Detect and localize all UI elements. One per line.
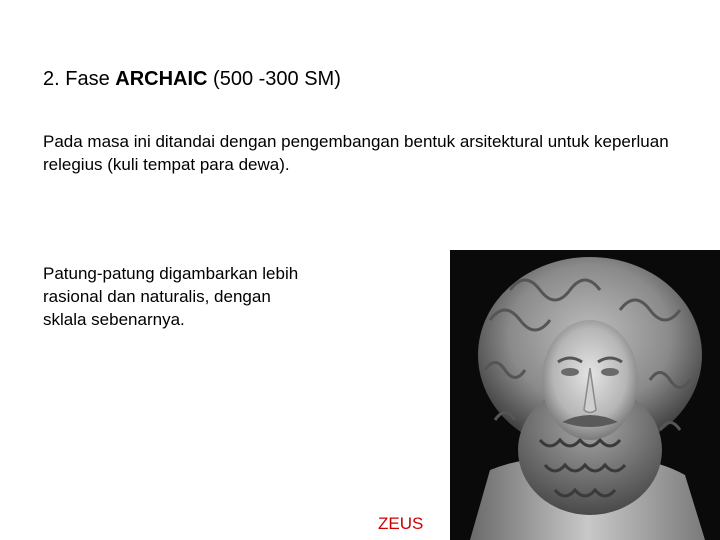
title-suffix: (500 -300 SM) [207,68,341,90]
image-caption: ZEUS [378,514,424,533]
zeus-bust-illustration [450,250,720,540]
paragraph-statues: Patung-patung digambarkan lebih rasional dan naturalis, dengan sklala sebenarnya. [43,264,299,329]
title-prefix: 2. Fase [43,68,116,90]
title-bold: ARCHAIC [115,68,208,90]
slide-title [43,66,341,92]
paragraph-intro: Pada masa ini ditandai dengan pengembangan bentuk arsitektural untuk keperluan relegius (kuli tempat para dewa). [43,132,669,174]
zeus-statue-image [450,250,720,540]
